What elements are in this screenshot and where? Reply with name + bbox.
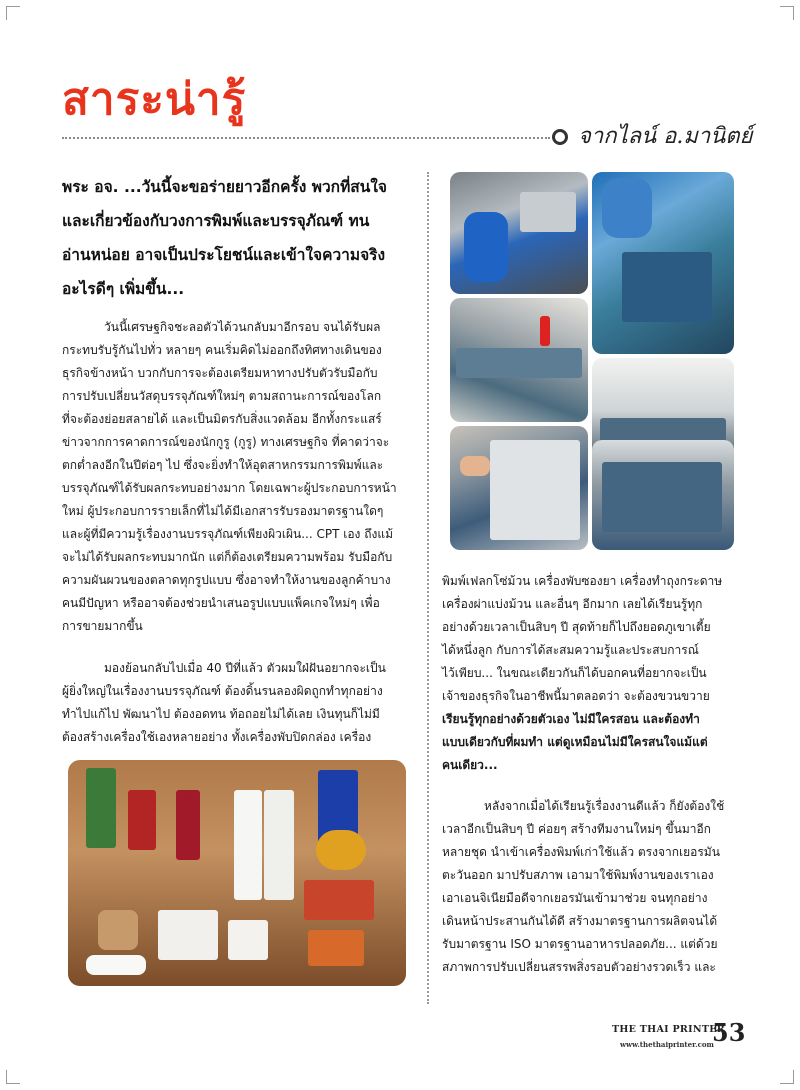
author-byline: จากไลน์ อ.มานิตย์ bbox=[578, 124, 753, 149]
text-line: หลายชุด นำเข้าเครื่องพิมพ์เก่าใช้แล้ว ตรงจากเยอรมัน bbox=[442, 845, 720, 859]
page-number: 53 bbox=[712, 1018, 746, 1047]
text-line: ที่จะต้องย่อยสลายได้ และเป็นมิตรกับสิ่งแวดล้อม อีกทั้งกระแสร์ bbox=[62, 412, 382, 426]
text-line: สภาพการปรับเปลี่ยนสรรพสิ่งรอบตัวอย่างรวดเร็ว และ bbox=[442, 960, 716, 974]
text-line: ใหม่ ผู้ประกอบการรายเล็กที่ไม่ได้มีเอกสารรับรองมาตรฐานใดๆ bbox=[62, 504, 384, 518]
text-line: มองย้อนกลับไปเมื่อ 40 ปีที่แล้ว ตัวผมใฝ่ฝันอยากจะเป็น bbox=[104, 661, 386, 675]
lead-paragraph bbox=[62, 170, 414, 306]
text-line: ธุรกิจข้างหน้า บวกกับการจะต้องเตรียมหาทางปรับตัวรับมือกับ bbox=[62, 366, 378, 380]
text-line: คนมีปัญหา หรืออาจต้องช่วยนำเสนอรูปแบบแพ็คเกจใหม่ๆ เพื่อ bbox=[62, 596, 380, 610]
text-line: กระทบรับรู้กันไปทั่ว หลายๆ คนเริ่มคิดไม่ออกถึงทิศทางเดินของ bbox=[62, 343, 382, 357]
body-paragraph-1 bbox=[62, 316, 416, 638]
photo-production-line bbox=[450, 298, 588, 422]
footer-magazine-name: THE THAI PRINTER bbox=[612, 1024, 725, 1035]
text-line: อย่างด้วยเวลาเป็นสิบๆ ปี สุดท้ายก็ไปถึงยอดภูเขาเตี้ย bbox=[442, 620, 711, 634]
text-line: ข่าวจากการคาดการณ์ของนักกูรู (กูรู) ทางเศรษฐกิจ ที่คาดว่าจะ bbox=[62, 435, 390, 449]
text-line: หลังจากเมื่อได้เรียนรู้เรื่องงานดีแล้ว ก็ยังต้องใช้ bbox=[484, 799, 725, 813]
lead-line: พระ อจ. ...วันนี้จะขอร่ายยาวอีกครั้ง พวกที่สนใจ bbox=[62, 178, 387, 196]
title-dotted-rule bbox=[62, 137, 550, 139]
lead-line: อ่านหน่อย อาจเป็นประโยชน์และเข้าใจความจริง bbox=[62, 246, 386, 264]
photo-worker-machine bbox=[450, 172, 588, 294]
text-line: การปรับเปลี่ยนวัสดุบรรจุภัณฑ์ใหม่ๆ ตามสถานะการณ์ของโลก bbox=[62, 389, 382, 403]
photo-worker-maintenance bbox=[592, 172, 734, 354]
crop-mark-top-left bbox=[6, 6, 20, 20]
crop-mark-bottom-left bbox=[6, 1070, 20, 1084]
emphasized-text-line: เรียนรู้ทุกอย่างด้วยตัวเอง ไม่มีใครสอน และต้องทำ bbox=[442, 712, 700, 726]
lead-line: และเกี่ยวข้องกับวงการพิมพ์และบรรจุภัณฑ์ ทน bbox=[62, 212, 370, 230]
text-line: เอาเอนจิเนียมือดีจากเยอรมันเข้ามาช่วย จนทุกอย่าง bbox=[442, 891, 708, 905]
text-line: เดินหน้าประสานกันได้ดี สร้างมาตรฐานการผลิตจนได้ bbox=[442, 914, 718, 928]
text-line: ตะวันออก มาปรับสภาพ เอามาใช้พิมพ์งานของเราเอง bbox=[442, 868, 714, 882]
text-line: ผู้ยิ่งใหญ่ในเรื่องงานบรรจุภัณฑ์ ต้องดิ้นรนลองผิดถูกทำทุกอย่าง bbox=[62, 684, 383, 698]
text-line: ต้องสร้างเครื่องใช้เองหลายอย่าง ทั้งเครื่องพับปิดกล่อง เครื่อง bbox=[62, 730, 372, 744]
photo-press-units bbox=[592, 440, 734, 550]
photo-packaging-products bbox=[68, 760, 406, 986]
text-line: บรรจุภัณฑ์ได้รับผลกระทบอย่างมาก โดยเฉพาะผู้ประกอบการหน้า bbox=[62, 481, 397, 495]
text-line: จะไม่ได้รับผลกระทบมากนัก แต่ก็ต้องเตรียมความพร้อม รับมือกับ bbox=[62, 550, 393, 564]
author-bullet-icon bbox=[552, 129, 568, 145]
body-paragraph-3 bbox=[442, 570, 742, 777]
text-line: พิมพ์เฟลกโซ่ม้วน เครื่องพับซองยา เครื่องทำถุงกระดาษ bbox=[442, 574, 723, 588]
text-line: ได้หนึ่งลูก กับการได้สะสมความรู้และประสบการณ์ bbox=[442, 643, 699, 657]
page-title: สาระน่ารู้ bbox=[62, 74, 247, 125]
text-line: ไว้เพียบ... ในขณะเดียวกันก็ได้บอกคนที่อยากจะเป็น bbox=[442, 666, 707, 680]
emphasized-text-line: แบบเดียวกับที่ผมทำ แต่ดูเหมือนไม่มีใครสนใจแม้แต่ bbox=[442, 735, 708, 749]
text-line: การขายมากขึ้น bbox=[62, 619, 143, 633]
text-line: เวลาอีกเป็นสิบๆ ปี ค่อยๆ สร้างทีมงานใหม่ๆ ขึ้นมาอีก bbox=[442, 822, 711, 836]
text-line: และผู้ที่มีความรู้เรื่องงานบรรจุภัณฑ์เพียงผิวเผิน... CPT เอง ถึงแม้ bbox=[62, 527, 393, 541]
text-line: ทำไปแก้ไป พัฒนาไป ต้องอดทน ท้อถอยไม่ได้เลย เงินทุนก็ไม่มี bbox=[62, 707, 380, 721]
text-line: ตกต่ำลงอีกในปีต่อๆ ไป ซึ่งจะยิ่งทำให้อุตสาหกรรมการพิมพ์และ bbox=[62, 458, 384, 472]
text-line: วันนี้เศรษฐกิจชะลอตัวได้วนกลับมาอีกรอบ จนได้รับผล bbox=[104, 320, 381, 334]
lead-line: อะไรดีๆ เพิ่มขึ้น... bbox=[62, 280, 185, 298]
text-line: รับมาตรฐาน ISO มาตรฐานอาหารปลอดภัย... แต่ด้วย bbox=[442, 937, 718, 951]
body-paragraph-4 bbox=[442, 795, 742, 979]
crop-mark-bottom-right bbox=[780, 1070, 794, 1084]
footer-website: www.thethaiprinter.com bbox=[620, 1040, 714, 1049]
column-divider bbox=[427, 172, 429, 1004]
text-line: เครื่องผ่าแบ่งม้วน และอื่นๆ อีกมาก เลยได้เรียนรู้ทุก bbox=[442, 597, 703, 611]
crop-mark-top-right bbox=[780, 6, 794, 20]
text-line: ความผันผวนของตลาดทุกรูปแบบ ซึ่งอาจทำให้งานของลูกค้าบาง bbox=[62, 573, 391, 587]
photo-control-panel bbox=[450, 426, 588, 550]
body-paragraph-2 bbox=[62, 657, 416, 749]
emphasized-text-line: คนเดียว... bbox=[442, 758, 498, 772]
text-line: เจ้าของธุรกิจในอาชีพนี้มาตลอดว่า จะต้องขวนขวาย bbox=[442, 689, 710, 703]
